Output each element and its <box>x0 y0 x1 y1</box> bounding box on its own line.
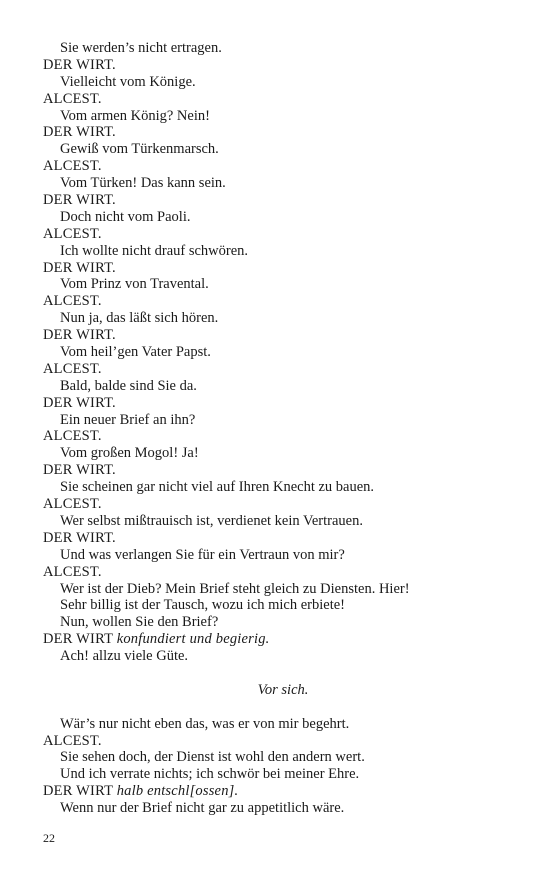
speaker-name <box>43 395 523 412</box>
verse-line: Nun ja, das läßt sich hören. <box>60 310 219 327</box>
verse-line: Ach! allzu viele Güte. <box>60 648 189 665</box>
verse-line: Wer selbst mißtrauisch ist, verdienet kein Vertrauen. <box>60 512 363 529</box>
verse-line: Vom großen Mogol! Ja! <box>60 445 199 462</box>
speaker-label: ALCEST. <box>43 90 102 107</box>
verse-line: Doch nicht vom Paoli. <box>60 208 191 225</box>
blank-line <box>43 665 523 682</box>
speaker-name <box>43 631 523 648</box>
speaker-name <box>43 428 523 445</box>
speaker-label: DER WIRT. <box>43 56 116 73</box>
speaker-name <box>43 260 523 277</box>
speaker-name <box>43 733 523 750</box>
verse-line: Gewiß vom Türkenmarsch. <box>60 141 219 158</box>
speaker-name <box>43 564 523 581</box>
verse-line: Bald, balde sind Sie da. <box>60 377 197 394</box>
verse-line: Wenn nur der Brief nicht gar zu appetitlich wäre. <box>60 800 345 817</box>
speaker-label: ALCEST. <box>43 496 102 513</box>
speaker-name <box>43 192 523 209</box>
verse-line: Wär’s nur nicht eben das, was er von mir begehrt. <box>60 715 350 732</box>
play-text <box>43 40 523 817</box>
verse-line: Sehr billig ist der Tausch, wozu ich mich erbiete! <box>60 597 346 614</box>
speaker-label: DER WIRT. <box>43 462 116 479</box>
verse-line: Vom Türken! Das kann sein. <box>60 175 226 192</box>
speaker-label: ALCEST. <box>43 732 102 749</box>
stage-direction: Vor sich. <box>257 681 309 698</box>
verse-line: Vom heil’gen Vater Papst. <box>60 344 211 361</box>
speaker-label: ALCEST. <box>43 360 102 377</box>
speaker-name <box>43 327 523 344</box>
verse-line: Wer ist der Dieb? Mein Brief steht gleich zu Diensten. Hier! <box>60 580 410 597</box>
verse-line: Ich wollte nicht drauf schwören. <box>60 242 249 259</box>
speaker-name <box>43 530 523 547</box>
page-number: 22 <box>43 831 55 845</box>
verse-line: Sie sehen doch, der Dienst ist wohl den andern wert. <box>60 749 365 766</box>
verse-line: Vom Prinz von Travental. <box>60 276 209 293</box>
speaker-name <box>43 91 523 108</box>
verse-line: Vom armen König? Nein! <box>60 107 210 124</box>
verse-line: Und was verlangen Sie für ein Vertraun von mir? <box>60 546 345 563</box>
speaker-name <box>43 158 523 175</box>
speaker-label: ALCEST. <box>43 225 102 242</box>
verse-line: Ein neuer Brief an ihn? <box>60 411 196 428</box>
stage-direction-inline: konfundiert und begierig. <box>116 631 270 648</box>
speaker-name <box>43 462 523 479</box>
speaker-label: DER WIRT. <box>43 529 116 546</box>
speaker-name <box>43 124 523 141</box>
speaker-label: DER WIRT <box>43 783 113 800</box>
verse-line: Vielleicht vom Könige. <box>60 73 196 90</box>
speaker-label: DER WIRT. <box>43 192 116 209</box>
speaker-label: DER WIRT. <box>43 394 116 411</box>
speaker-name <box>43 783 523 800</box>
speaker-name <box>43 361 523 378</box>
verse-line: Sie werden’s nicht ertragen. <box>60 40 222 56</box>
speaker-label: DER WIRT. <box>43 124 116 141</box>
speaker-name <box>43 57 523 74</box>
speaker-label: ALCEST. <box>43 293 102 310</box>
speaker-name <box>43 226 523 243</box>
speaker-label: ALCEST. <box>43 428 102 445</box>
stage-direction-inline: halb entschl[ossen]. <box>116 783 239 800</box>
speaker-label: DER WIRT. <box>43 327 116 344</box>
speaker-name <box>43 293 523 310</box>
speaker-label: ALCEST. <box>43 563 102 580</box>
speaker-name <box>43 496 523 513</box>
verse-line: Und ich verrate nichts; ich schwör bei meiner Ehre. <box>60 766 360 783</box>
verse-line: Sie scheinen gar nicht viel auf Ihren Knecht zu bauen. <box>60 479 375 496</box>
speaker-label: DER WIRT <box>43 631 113 648</box>
speaker-label: ALCEST. <box>43 158 102 175</box>
verse-line: Nun, wollen Sie den Brief? <box>60 614 219 631</box>
speaker-label: DER WIRT. <box>43 259 116 276</box>
blank-line <box>43 699 523 716</box>
